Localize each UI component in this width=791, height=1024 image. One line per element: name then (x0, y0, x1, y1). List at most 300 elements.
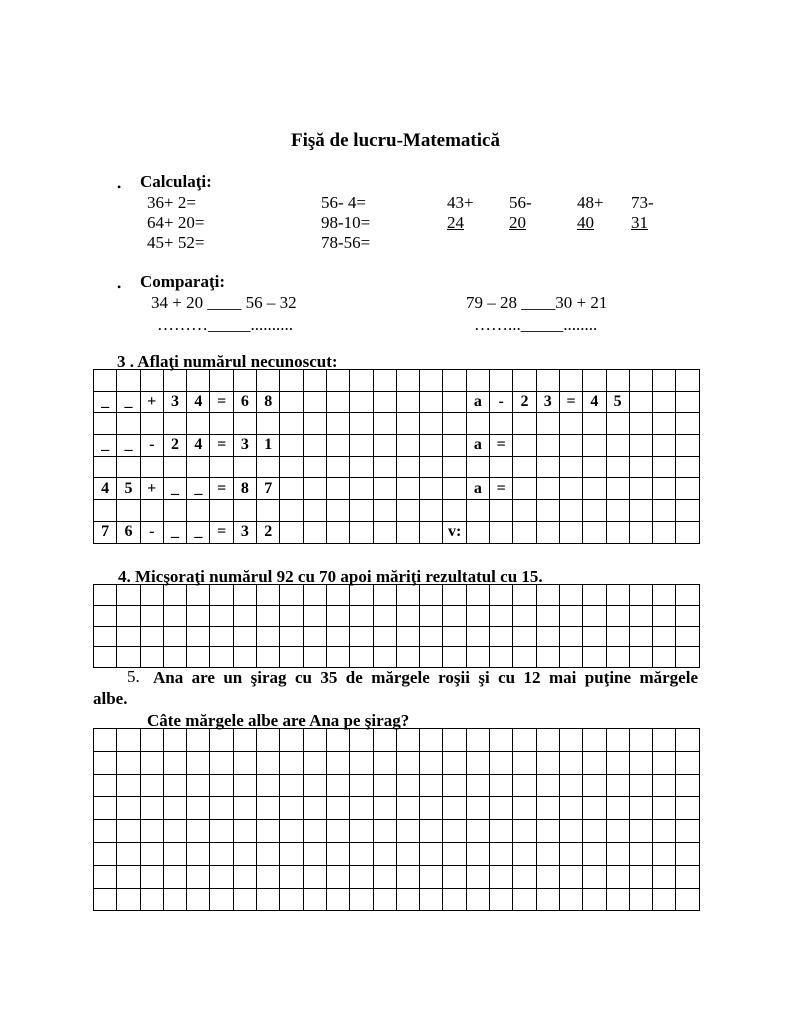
grid-cell (443, 391, 466, 413)
grid-cell (513, 585, 536, 606)
grid-cell (629, 865, 652, 888)
grid-cell (583, 774, 606, 797)
grid-cell (443, 820, 466, 843)
grid-cell (187, 500, 210, 522)
grid-cell (606, 521, 629, 543)
grid-cell: 3 (233, 521, 256, 543)
compare-right-answer-line: ……..._____........ (474, 315, 598, 334)
grid-cell (350, 478, 373, 500)
grid-cell (583, 865, 606, 888)
grid-cell (94, 585, 117, 606)
grid-cell (233, 456, 256, 478)
grid-cell (466, 888, 489, 911)
grid-cell (513, 370, 536, 392)
grid-cell (94, 456, 117, 478)
grid-cell (466, 370, 489, 392)
grid-cell (513, 500, 536, 522)
grid-cell (233, 842, 256, 865)
grid-cell (280, 751, 303, 774)
section4-answer-grid (93, 584, 700, 668)
grid-cell (606, 585, 629, 606)
grid-cell (117, 865, 140, 888)
grid-cell (396, 413, 419, 435)
grid-cell (233, 820, 256, 843)
grid-cell (140, 370, 163, 392)
grid-cell (653, 391, 676, 413)
grid-cell (257, 370, 280, 392)
grid-row (94, 751, 700, 774)
grid-cell (373, 729, 396, 752)
calculati-heading: Calculaţi: (140, 172, 212, 191)
grid-cell (303, 647, 326, 668)
grid-cell (257, 605, 280, 626)
grid-cell (163, 626, 186, 647)
grid-cell (257, 500, 280, 522)
grid-cell (396, 521, 419, 543)
grid-cell (350, 413, 373, 435)
grid-cell (653, 521, 676, 543)
grid-cell (559, 865, 582, 888)
grid-cell (443, 585, 466, 606)
grid-cell (559, 729, 582, 752)
grid-cell (257, 456, 280, 478)
grid-cell (629, 478, 652, 500)
grid-cell (140, 865, 163, 888)
grid-cell: v: (443, 521, 466, 543)
grid-cell (350, 585, 373, 606)
grid-cell (140, 647, 163, 668)
grid-cell (583, 585, 606, 606)
grid-cell (466, 626, 489, 647)
grid-cell (466, 521, 489, 543)
grid-cell (536, 729, 559, 752)
grid-cell: _ (163, 521, 186, 543)
grid-cell (233, 774, 256, 797)
grid-cell (373, 500, 396, 522)
grid-cell (559, 842, 582, 865)
grid-cell: 8 (257, 391, 280, 413)
grid-cell (233, 605, 256, 626)
grid-cell (187, 842, 210, 865)
grid-cell (187, 888, 210, 911)
grid-cell: 2 (257, 521, 280, 543)
grid-cell (606, 626, 629, 647)
page-title: Fişă de lucru-Matematică (291, 130, 500, 151)
grid-cell (396, 797, 419, 820)
grid-cell (653, 774, 676, 797)
grid-cell: _ (187, 521, 210, 543)
grid-cell (140, 456, 163, 478)
grid-cell (163, 888, 186, 911)
grid-cell (326, 626, 349, 647)
grid-cell (490, 820, 513, 843)
grid-cell (629, 647, 652, 668)
grid-cell (443, 888, 466, 911)
grid-cell (373, 605, 396, 626)
grid-cell (94, 370, 117, 392)
grid-cell (536, 626, 559, 647)
grid-cell (163, 751, 186, 774)
grid-cell (676, 626, 699, 647)
grid-cell (280, 820, 303, 843)
grid-cell (326, 456, 349, 478)
grid-cell (653, 865, 676, 888)
grid-cell (303, 797, 326, 820)
grid-cell (140, 626, 163, 647)
grid-cell (443, 842, 466, 865)
grid-cell (210, 797, 233, 820)
grid-cell (117, 729, 140, 752)
grid-cell: = (559, 391, 582, 413)
grid-cell (94, 626, 117, 647)
grid-row (94, 521, 700, 543)
grid-cell (326, 521, 349, 543)
grid-cell (210, 500, 233, 522)
section5-problem-text: Ana are un şirag cu 35 de mărgele roşii şi cu 12 mai puţine mărgele (153, 668, 698, 687)
grid-cell (187, 865, 210, 888)
grid-cell (559, 797, 582, 820)
grid-cell (94, 842, 117, 865)
grid-row (94, 888, 700, 911)
grid-cell (559, 888, 582, 911)
grid-cell (629, 585, 652, 606)
grid-cell (233, 888, 256, 911)
grid-row (94, 500, 700, 522)
grid-cell (373, 391, 396, 413)
grid-cell (559, 435, 582, 457)
grid-cell (373, 456, 396, 478)
grid-cell (280, 435, 303, 457)
grid-cell (396, 370, 419, 392)
grid-cell (280, 370, 303, 392)
grid-cell (559, 456, 582, 478)
grid-cell (94, 751, 117, 774)
grid-row (94, 391, 700, 413)
grid-cell (629, 626, 652, 647)
grid-cell (303, 729, 326, 752)
grid-cell (140, 774, 163, 797)
grid-cell (420, 865, 443, 888)
grid-row (94, 478, 700, 500)
grid-cell (583, 751, 606, 774)
grid-cell: 5 (606, 391, 629, 413)
grid-cell (653, 626, 676, 647)
grid-cell (653, 370, 676, 392)
compare-right-expression: 79 – 28 ____30 + 21 (466, 293, 608, 312)
grid-cell (326, 751, 349, 774)
grid-cell (606, 500, 629, 522)
grid-cell (350, 842, 373, 865)
grid-cell (117, 585, 140, 606)
grid-cell (396, 729, 419, 752)
grid-cell (303, 456, 326, 478)
grid-cell (420, 729, 443, 752)
grid-cell (653, 456, 676, 478)
grid-cell (326, 774, 349, 797)
grid-cell (396, 751, 419, 774)
grid-cell (303, 842, 326, 865)
compare-left-expression: 34 + 20 ____ 56 – 32 (151, 293, 297, 312)
grid-cell (606, 729, 629, 752)
grid-cell (396, 888, 419, 911)
grid-cell (117, 842, 140, 865)
grid-cell: 3 (233, 435, 256, 457)
grid-cell (257, 413, 280, 435)
grid-cell (443, 413, 466, 435)
grid-cell (583, 370, 606, 392)
grid-cell (606, 820, 629, 843)
grid-cell (233, 751, 256, 774)
grid-cell (583, 413, 606, 435)
grid-cell (210, 865, 233, 888)
grid-cell (396, 626, 419, 647)
grid-cell (629, 521, 652, 543)
grid-cell (466, 413, 489, 435)
grid-cell (583, 435, 606, 457)
grid-cell (280, 391, 303, 413)
grid-cell (326, 585, 349, 606)
grid-cell (676, 370, 699, 392)
grid-cell (326, 478, 349, 500)
grid-cell (513, 888, 536, 911)
grid-cell: a (466, 478, 489, 500)
grid-cell (559, 605, 582, 626)
grid-cell (257, 888, 280, 911)
grid-row (94, 797, 700, 820)
grid-cell (629, 413, 652, 435)
grid-cell (653, 820, 676, 843)
grid-cell (559, 370, 582, 392)
grid-cell (629, 391, 652, 413)
grid-cell (303, 435, 326, 457)
grid-cell: _ (163, 478, 186, 500)
grid-cell (373, 413, 396, 435)
grid-cell (140, 842, 163, 865)
grid-row (94, 605, 700, 626)
grid-cell: - (140, 521, 163, 543)
grid-cell (373, 585, 396, 606)
grid-cell (303, 888, 326, 911)
section5-answer-grid (93, 728, 700, 911)
grid-cell (94, 888, 117, 911)
grid-cell: 4 (187, 435, 210, 457)
grid-cell (94, 413, 117, 435)
grid-row (94, 435, 700, 457)
bullet-icon: • (117, 180, 122, 194)
grid-cell (653, 478, 676, 500)
grid-cell (490, 521, 513, 543)
grid-cell (280, 626, 303, 647)
grid-cell (653, 500, 676, 522)
compare-left-answer-line: ………_____.......... (157, 315, 293, 334)
grid-cell (629, 456, 652, 478)
grid-cell (210, 605, 233, 626)
grid-cell (536, 888, 559, 911)
grid-cell (187, 751, 210, 774)
grid-cell (187, 820, 210, 843)
grid-cell (606, 842, 629, 865)
grid-cell: 4 (94, 478, 117, 500)
grid-cell (233, 413, 256, 435)
grid-cell (233, 585, 256, 606)
grid-cell (280, 842, 303, 865)
grid-cell (559, 478, 582, 500)
grid-cell (443, 797, 466, 820)
grid-cell (350, 435, 373, 457)
grid-cell (490, 500, 513, 522)
grid-cell (513, 647, 536, 668)
grid-cell (606, 647, 629, 668)
calc-item: 56- 4= (321, 193, 366, 212)
vertical-op-top: 43+ (447, 193, 474, 212)
grid-cell (303, 478, 326, 500)
grid-cell (280, 500, 303, 522)
grid-cell: = (210, 478, 233, 500)
grid-cell (257, 820, 280, 843)
grid-cell (163, 865, 186, 888)
grid-cell (140, 820, 163, 843)
grid-cell (559, 585, 582, 606)
grid-cell (303, 521, 326, 543)
grid-cell: = (490, 478, 513, 500)
grid-cell (140, 585, 163, 606)
grid-cell (676, 797, 699, 820)
grid-cell (303, 865, 326, 888)
grid-cell (373, 797, 396, 820)
grid-cell (653, 751, 676, 774)
grid-cell: = (490, 435, 513, 457)
grid-cell: _ (94, 391, 117, 413)
grid-cell (303, 605, 326, 626)
grid-cell (396, 585, 419, 606)
grid-cell (513, 605, 536, 626)
grid-cell (559, 626, 582, 647)
grid-cell (536, 456, 559, 478)
grid-cell (676, 391, 699, 413)
grid-cell (350, 774, 373, 797)
grid-cell (606, 865, 629, 888)
grid-cell (466, 605, 489, 626)
grid-cell (420, 500, 443, 522)
grid-cell (536, 842, 559, 865)
grid-cell (653, 729, 676, 752)
grid-cell (443, 478, 466, 500)
grid-cell (490, 865, 513, 888)
grid-cell: 4 (583, 391, 606, 413)
grid-cell (676, 478, 699, 500)
grid-cell: - (490, 391, 513, 413)
grid-cell (326, 605, 349, 626)
grid-cell (443, 729, 466, 752)
bullet-icon: • (117, 280, 122, 294)
grid-cell: 8 (233, 478, 256, 500)
grid-cell (326, 888, 349, 911)
grid-cell (443, 605, 466, 626)
calc-item: 64+ 20= (147, 213, 205, 232)
unknown-number-grid (93, 369, 700, 544)
grid-cell (583, 521, 606, 543)
grid-cell (466, 865, 489, 888)
grid-cell (443, 370, 466, 392)
grid-row (94, 865, 700, 888)
grid-cell (466, 647, 489, 668)
grid-cell (117, 413, 140, 435)
grid-cell (163, 647, 186, 668)
grid-cell (94, 500, 117, 522)
grid-cell (490, 729, 513, 752)
grid-cell (210, 370, 233, 392)
grid-cell (583, 820, 606, 843)
grid-cell (210, 751, 233, 774)
grid-cell (373, 751, 396, 774)
grid-cell (373, 774, 396, 797)
grid-cell (303, 500, 326, 522)
section3-heading: 3 . Aflaţi numărul necunoscut: (117, 352, 338, 371)
section4-heading: 4. Micşoraţi numărul 92 cu 70 apoi măriţi rezultatul cu 15. (118, 567, 543, 586)
grid-cell (653, 413, 676, 435)
grid-cell (163, 820, 186, 843)
grid-cell (373, 521, 396, 543)
grid-cell (536, 774, 559, 797)
grid-cell (513, 435, 536, 457)
grid-cell (140, 729, 163, 752)
grid-cell (233, 647, 256, 668)
grid-cell (117, 797, 140, 820)
grid-cell (466, 585, 489, 606)
grid-cell (396, 456, 419, 478)
grid-cell (396, 774, 419, 797)
grid-cell (676, 435, 699, 457)
grid-cell (210, 413, 233, 435)
vertical-op-top: 73- (631, 193, 654, 212)
grid-cell (350, 500, 373, 522)
grid-cell (140, 751, 163, 774)
grid-row (94, 647, 700, 668)
grid-cell: _ (94, 435, 117, 457)
grid-cell (233, 729, 256, 752)
section5-question: Câte mărgele albe are Ana pe şirag? (147, 711, 410, 730)
grid-cell (629, 888, 652, 911)
grid-cell (606, 478, 629, 500)
grid-cell: _ (187, 478, 210, 500)
grid-cell (536, 435, 559, 457)
grid-cell (536, 585, 559, 606)
grid-cell (559, 413, 582, 435)
grid-cell (653, 435, 676, 457)
grid-cell (443, 500, 466, 522)
grid-cell (490, 842, 513, 865)
grid-cell (187, 413, 210, 435)
grid-cell (443, 647, 466, 668)
grid-cell (140, 888, 163, 911)
grid-cell (280, 888, 303, 911)
grid-cell (653, 585, 676, 606)
grid-cell (350, 797, 373, 820)
grid-cell (676, 456, 699, 478)
grid-cell (629, 729, 652, 752)
grid-cell: a (466, 435, 489, 457)
grid-cell (396, 842, 419, 865)
grid-cell (420, 478, 443, 500)
grid-cell (163, 729, 186, 752)
calc-item: 45+ 52= (147, 233, 205, 252)
grid-cell (233, 500, 256, 522)
grid-cell (676, 842, 699, 865)
grid-cell (513, 842, 536, 865)
grid-cell: + (140, 391, 163, 413)
grid-cell (187, 774, 210, 797)
grid-cell (350, 865, 373, 888)
